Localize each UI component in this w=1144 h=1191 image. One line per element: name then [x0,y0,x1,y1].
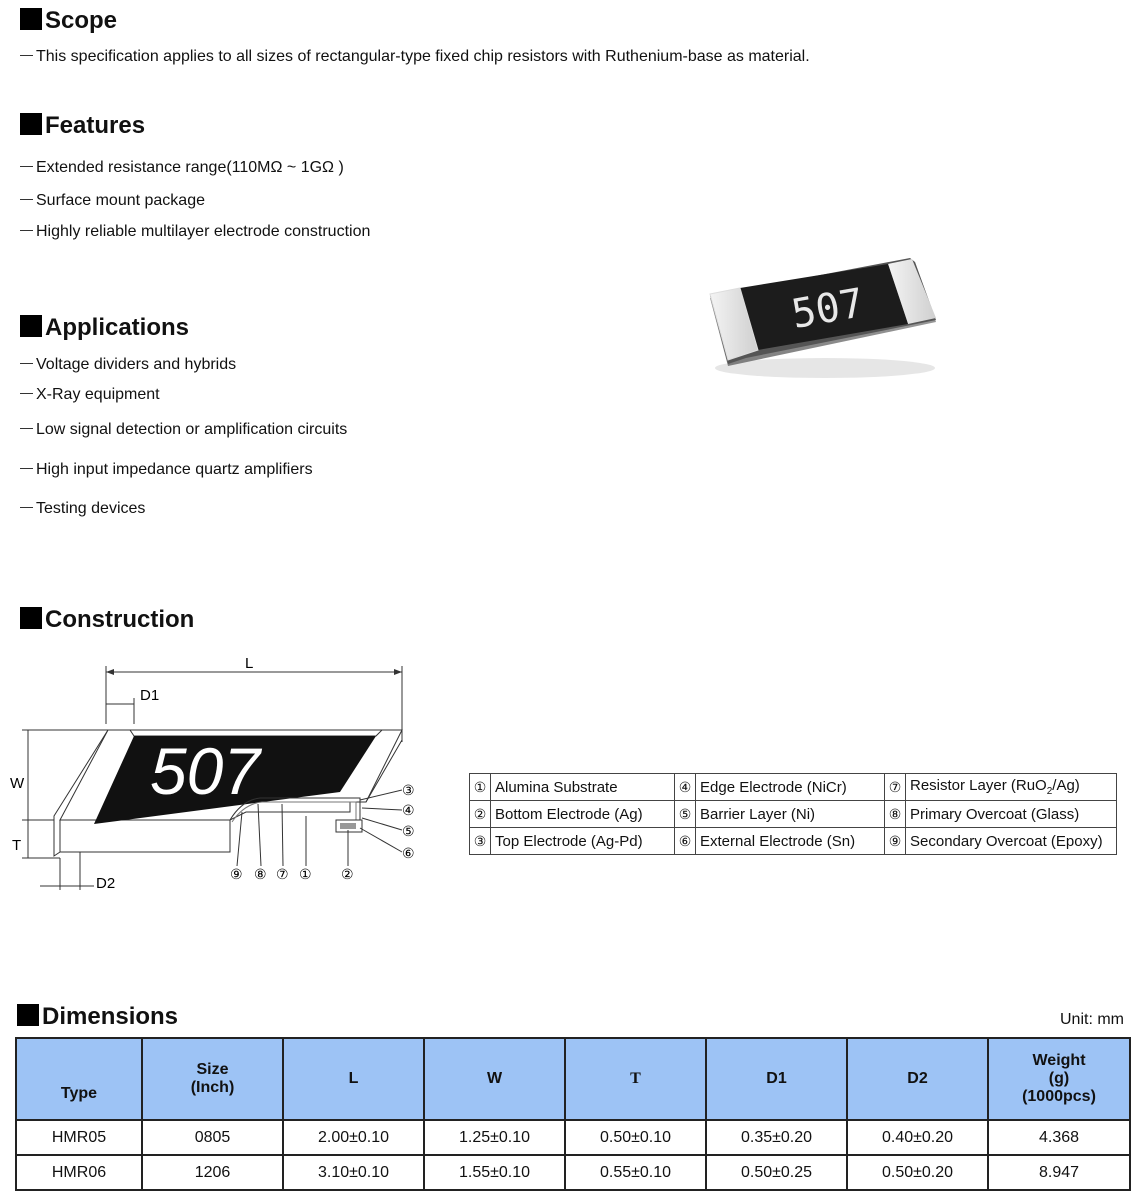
legend-label: Top Electrode (Ag-Pd) [491,828,675,855]
chip-resistor-photo [700,250,950,390]
construction-legend-table [469,773,1117,855]
header-D2: D2 [847,1038,988,1120]
table-row [16,1155,1130,1190]
table-cell: 1.55±0.10 [424,1155,565,1190]
callout-7: ⑦ [276,866,289,882]
table-cell: 8.947 [988,1155,1130,1190]
callout-4: ④ [402,802,415,818]
table-cell: 0.50±0.20 [847,1155,988,1190]
legend-label: Primary Overcoat (Glass) [906,801,1117,828]
dim-label-L: L [245,655,254,672]
header-W: W [424,1038,565,1120]
header-L: L [283,1038,424,1120]
table-cell: 0.40±0.20 [847,1120,988,1155]
callout-9: ⑨ [230,866,243,882]
table-cell: 0.50±0.10 [565,1120,706,1155]
application-item: High input impedance quartz amplifiers [20,461,313,479]
header-T: T [565,1038,706,1120]
legend-num: ② [470,801,491,828]
dimensions-heading: Dimensions [17,1003,178,1031]
dim-label-D1: D1 [140,687,160,704]
dimensions-table [15,1037,1131,1191]
legend-label: Secondary Overcoat (Epoxy) [906,828,1117,855]
legend-row [470,774,1117,801]
header-size: Size (Inch) [142,1038,283,1120]
legend-row [470,828,1117,855]
feature-item: Surface mount package [20,192,205,210]
construction-diagram [10,652,430,897]
legend-num: ③ [470,828,491,855]
table-row [16,1120,1130,1155]
scope-text: This specification applies to all sizes of rectangular-type fixed chip resistors with Ruthenium-base as material. [20,48,810,66]
legend-num: ⑥ [675,828,696,855]
table-cell: 1.25±0.10 [424,1120,565,1155]
dim-label-W: W [10,775,25,792]
feature-item: Highly reliable multilayer electrode construction [20,223,370,241]
callout-2: ② [341,866,354,882]
application-item: X-Ray equipment [20,386,160,404]
legend-label: External Electrode (Sn) [696,828,885,855]
legend-num: ④ [675,774,696,801]
photo-marking: 507 [788,280,868,338]
callout-3: ③ [402,782,415,798]
header-type: Type [16,1038,142,1120]
callout-6: ⑥ [402,845,415,861]
dim-label-D2: D2 [96,875,116,892]
legend-label: Alumina Substrate [491,774,675,801]
table-cell: HMR05 [16,1120,142,1155]
features-heading: Features [20,112,145,140]
table-cell: 0.50±0.25 [706,1155,847,1190]
header-D1: D1 [706,1038,847,1120]
legend-label: Barrier Layer (Ni) [696,801,885,828]
application-item: Voltage dividers and hybrids [20,356,236,374]
callout-5: ⑤ [402,823,415,839]
legend-label: Resistor Layer (RuO$_2$/Ag) [906,774,1117,801]
table-cell: 2.00±0.10 [283,1120,424,1155]
legend-num: ⑦ [885,774,906,801]
diagram-marking: 507 [149,734,261,808]
applications-heading: Applications [20,314,189,342]
table-cell: HMR06 [16,1155,142,1190]
legend-num: ⑤ [675,801,696,828]
header-weight: Weight (g) (1000pcs) [988,1038,1130,1120]
legend-num: ① [470,774,491,801]
table-cell: 3.10±0.10 [283,1155,424,1190]
application-item: Testing devices [20,500,145,518]
legend-row [470,801,1117,828]
dim-label-T: T [12,837,22,854]
table-cell: 0805 [142,1120,283,1155]
scope-heading: Scope [20,7,117,35]
callout-8: ⑧ [254,866,267,882]
legend-num: ⑨ [885,828,906,855]
table-cell: 1206 [142,1155,283,1190]
construction-heading: Construction [20,606,194,634]
unit-label: Unit: mm [1060,1011,1124,1028]
legend-label: Bottom Electrode (Ag) [491,801,675,828]
table-cell: 0.35±0.20 [706,1120,847,1155]
legend-label: Edge Electrode (NiCr) [696,774,885,801]
feature-item: Extended resistance range(110MΩ ~ 1GΩ ) [20,159,344,177]
application-item: Low signal detection or amplification circuits [20,421,347,439]
callout-1: ① [299,866,312,882]
table-cell: 0.55±0.10 [565,1155,706,1190]
legend-num: ⑧ [885,801,906,828]
table-header-row [16,1038,1130,1120]
table-cell: 4.368 [988,1120,1130,1155]
